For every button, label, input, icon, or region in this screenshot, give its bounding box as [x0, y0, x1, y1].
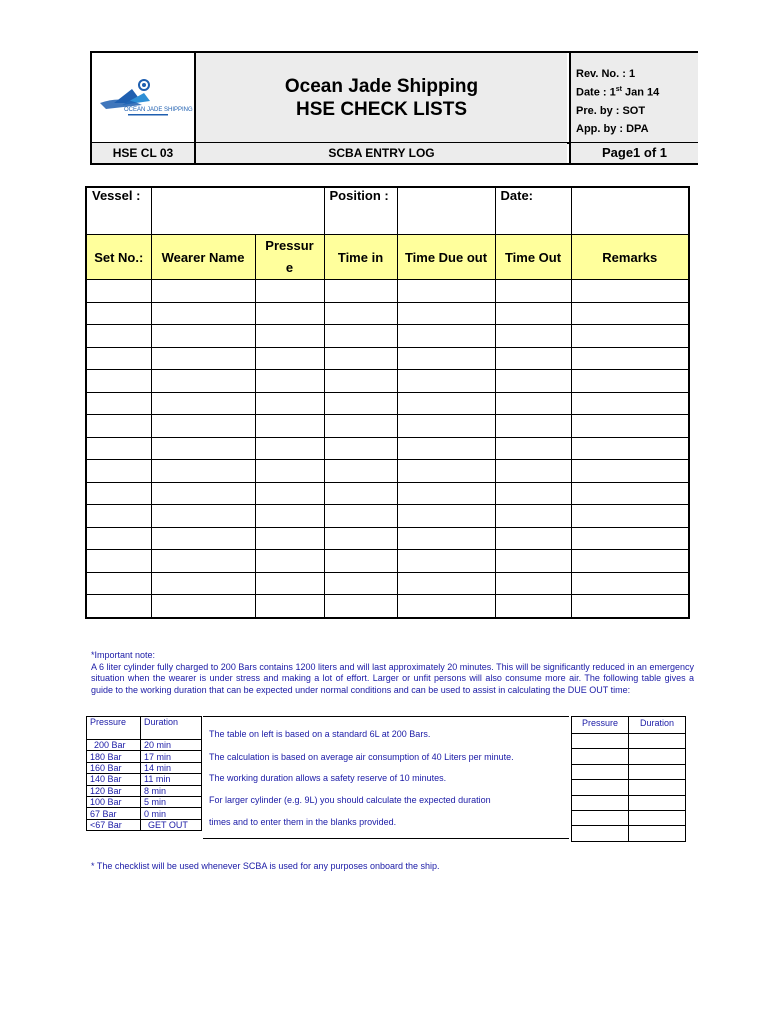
set-no-cell[interactable] [86, 595, 151, 618]
col-wearer-name: Wearer Name [151, 235, 255, 280]
custom-row [572, 734, 686, 749]
remarks-cell[interactable] [571, 572, 689, 595]
duration-value: 8 min [141, 785, 202, 796]
pressure-table-body [87, 740, 202, 831]
remarks-cell[interactable] [571, 460, 689, 483]
time-due-out-cell[interactable] [397, 392, 495, 415]
time-in-cell[interactable] [324, 460, 397, 483]
wearer-name-cell[interactable] [151, 550, 255, 573]
duration-header: Duration [141, 717, 202, 740]
log-table-row [86, 550, 689, 573]
custom-row [572, 826, 686, 841]
log-table-row [86, 460, 689, 483]
wearer-name-cell[interactable] [151, 460, 255, 483]
log-table-body [86, 280, 689, 618]
set-no-cell[interactable] [86, 415, 151, 438]
log-table-row [86, 505, 689, 528]
log-table-row [86, 392, 689, 415]
pressure-value: 140 Bar [87, 774, 141, 785]
set-no-cell[interactable] [86, 370, 151, 393]
pressure-cell[interactable] [255, 392, 324, 415]
date-field[interactable] [571, 187, 689, 235]
custom-row [572, 795, 686, 810]
time-out-cell[interactable] [495, 572, 571, 595]
pressure-row [87, 740, 202, 751]
wearer-name-cell[interactable] [151, 325, 255, 348]
header-bottom-row [90, 142, 698, 165]
time-out-cell[interactable] [495, 437, 571, 460]
set-no-cell[interactable] [86, 325, 151, 348]
title-cell [196, 53, 567, 142]
set-no-cell[interactable] [86, 572, 151, 595]
time-out-cell[interactable] [495, 505, 571, 528]
log-table-row [86, 302, 689, 325]
pressure-cell[interactable] [255, 482, 324, 505]
remarks-cell[interactable] [571, 482, 689, 505]
col-time-in: Time in [324, 235, 397, 280]
pressure-duration-table [86, 716, 202, 831]
pressure-row [87, 751, 202, 762]
log-table-row [86, 595, 689, 618]
meta-cell [569, 53, 698, 142]
custom-table-body [572, 734, 686, 842]
custom-pressure-cell[interactable] [572, 734, 629, 749]
explanation-line: The table on left is based on a standard 6L at 200 Bars. [209, 729, 431, 739]
set-no-cell[interactable] [86, 460, 151, 483]
custom-duration-cell[interactable] [629, 749, 686, 764]
log-table-row [86, 572, 689, 595]
time-in-cell[interactable] [324, 302, 397, 325]
time-out-cell[interactable] [495, 415, 571, 438]
time-out-cell[interactable] [495, 302, 571, 325]
pressure-row [87, 762, 202, 773]
header-top-row [90, 51, 698, 144]
set-no-cell[interactable] [86, 482, 151, 505]
time-out-cell[interactable] [495, 392, 571, 415]
remarks-cell[interactable] [571, 415, 689, 438]
log-table-row [86, 325, 689, 348]
set-no-cell[interactable] [86, 437, 151, 460]
wearer-name-cell[interactable] [151, 505, 255, 528]
logo-cell [92, 53, 196, 142]
time-due-out-cell[interactable] [397, 280, 495, 303]
log-table-row [86, 415, 689, 438]
custom-pressure-cell[interactable] [572, 810, 629, 825]
pressure-value: 180 Bar [87, 751, 141, 762]
duration-value: 0 min [141, 808, 202, 819]
set-no-cell[interactable] [86, 280, 151, 303]
pressure-cell[interactable] [255, 572, 324, 595]
pressure-cell[interactable] [255, 415, 324, 438]
pressure-row [87, 808, 202, 819]
pressure-value: 100 Bar [87, 796, 141, 807]
wearer-name-cell[interactable] [151, 370, 255, 393]
company-name: Ocean Jade Shipping [284, 76, 479, 97]
time-out-cell[interactable] [495, 325, 571, 348]
wearer-name-cell[interactable] [151, 572, 255, 595]
set-no-cell[interactable] [86, 302, 151, 325]
time-out-cell[interactable] [495, 347, 571, 370]
pressure-cell[interactable] [255, 347, 324, 370]
col-pressure: Pressure [255, 235, 324, 280]
pressure-cell[interactable] [255, 302, 324, 325]
time-out-cell[interactable] [495, 460, 571, 483]
pressure-cell[interactable] [255, 550, 324, 573]
prepared-by: Pre. by : SOT [576, 105, 646, 117]
wearer-name-cell[interactable] [151, 415, 255, 438]
time-in-cell[interactable] [324, 280, 397, 303]
time-out-cell[interactable] [495, 595, 571, 618]
time-due-out-cell[interactable] [397, 595, 495, 618]
remarks-cell[interactable] [571, 280, 689, 303]
remarks-cell[interactable] [571, 550, 689, 573]
time-in-cell[interactable] [324, 347, 397, 370]
wearer-name-cell[interactable] [151, 392, 255, 415]
time-due-out-cell[interactable] [397, 347, 495, 370]
time-in-cell[interactable] [324, 527, 397, 550]
pressure-cell[interactable] [255, 370, 324, 393]
custom-cylinder-table [571, 716, 686, 842]
explanation-box [203, 716, 569, 839]
time-in-cell[interactable] [324, 505, 397, 528]
time-due-out-cell[interactable] [397, 550, 495, 573]
log-table-row [86, 370, 689, 393]
wearer-name-cell[interactable] [151, 347, 255, 370]
form-name: SCBA ENTRY LOG [196, 143, 567, 163]
pressure-value: 120 Bar [87, 785, 141, 796]
custom-duration-cell[interactable] [629, 810, 686, 825]
pressure-cell[interactable] [255, 325, 324, 348]
position-label: Position : [324, 187, 397, 235]
pressure-row [87, 785, 202, 796]
vessel-field[interactable] [151, 187, 324, 235]
pressure-cell[interactable] [255, 460, 324, 483]
custom-duration-cell[interactable] [629, 826, 686, 841]
time-due-out-cell[interactable] [397, 325, 495, 348]
time-due-out-cell[interactable] [397, 437, 495, 460]
remarks-cell[interactable] [571, 527, 689, 550]
custom-pressure-cell[interactable] [572, 780, 629, 795]
time-due-out-cell[interactable] [397, 302, 495, 325]
custom-pressure-cell[interactable] [572, 826, 629, 841]
duration-value: GET OUT [141, 819, 202, 830]
time-due-out-cell[interactable] [397, 370, 495, 393]
time-in-cell[interactable] [324, 325, 397, 348]
time-in-cell[interactable] [324, 437, 397, 460]
custom-row [572, 810, 686, 825]
col-time-due-out: Time Due out [397, 235, 495, 280]
time-in-cell[interactable] [324, 595, 397, 618]
time-in-cell[interactable] [324, 370, 397, 393]
log-table-row [86, 347, 689, 370]
scba-entry-log-table [85, 186, 690, 619]
time-out-cell[interactable] [495, 280, 571, 303]
note-title: *Important note: [91, 650, 156, 660]
revision-number: Rev. No. : 1 [576, 68, 636, 80]
footnote: * The checklist will be used whenever SCBA is used for any purposes onboard the ship. [91, 861, 440, 871]
set-no-cell[interactable] [86, 347, 151, 370]
vessel-label: Vessel : [86, 187, 151, 235]
custom-pressure-cell[interactable] [572, 764, 629, 779]
remarks-cell[interactable] [571, 370, 689, 393]
time-due-out-cell[interactable] [397, 415, 495, 438]
approved-by: App. by : DPA [576, 123, 649, 135]
log-table-header [86, 235, 689, 280]
duration-value: 11 min [141, 774, 202, 785]
wearer-name-cell[interactable] [151, 527, 255, 550]
time-out-cell[interactable] [495, 527, 571, 550]
remarks-cell[interactable] [571, 505, 689, 528]
custom-duration-cell[interactable] [629, 795, 686, 810]
remarks-cell[interactable] [571, 325, 689, 348]
custom-row [572, 749, 686, 764]
document-type: HSE CHECK LISTS [295, 99, 468, 120]
company-logo [92, 53, 194, 142]
time-due-out-cell[interactable] [397, 527, 495, 550]
duration-value: 14 min [141, 762, 202, 773]
col-set-no: Set No.: [86, 235, 151, 280]
explanation-line: The calculation is based on average air consumption of 40 Liters per minute. [209, 752, 514, 762]
pressure-value: 200 Bar [87, 740, 141, 751]
remarks-cell[interactable] [571, 302, 689, 325]
pressure-cell[interactable] [255, 595, 324, 618]
set-no-cell[interactable] [86, 392, 151, 415]
wearer-name-cell[interactable] [151, 595, 255, 618]
page-number: Page1 of 1 [569, 143, 698, 163]
pressure-value: <67 Bar [87, 819, 141, 830]
time-out-cell[interactable] [495, 550, 571, 573]
remarks-cell[interactable] [571, 595, 689, 618]
log-table-row [86, 280, 689, 303]
custom-pressure-header: Pressure [572, 717, 629, 734]
wearer-name-cell[interactable] [151, 280, 255, 303]
explanation-line: times and to enter them in the blanks provided. [209, 817, 397, 827]
pressure-row [87, 819, 202, 830]
pressure-cell[interactable] [255, 437, 324, 460]
logo-wordmark: OCEAN JADE SHIPPING [124, 107, 193, 113]
note-body: A 6 liter cylinder fully charged to 200 Bars contains 1200 liters and will last approximately 20 minutes. This will be significantly reduced in an emergency situation when the wearer is under stress and making a lot of effort. Larger or unfit persons will also consume more air. The following table gives a guide to the working duration that can be expected under normal conditions and can be used to assist in calculating the DUE OUT time: [91, 661, 694, 695]
important-note [91, 650, 694, 696]
time-in-cell[interactable] [324, 415, 397, 438]
pressure-cell[interactable] [255, 527, 324, 550]
set-no-cell[interactable] [86, 550, 151, 573]
time-in-cell[interactable] [324, 392, 397, 415]
remarks-cell[interactable] [571, 437, 689, 460]
wearer-name-cell[interactable] [151, 482, 255, 505]
position-field[interactable] [397, 187, 495, 235]
duration-value: 17 min [141, 751, 202, 762]
wearer-name-cell[interactable] [151, 302, 255, 325]
set-no-cell[interactable] [86, 527, 151, 550]
wearer-name-cell[interactable] [151, 437, 255, 460]
time-in-cell[interactable] [324, 550, 397, 573]
custom-pressure-cell[interactable] [572, 749, 629, 764]
explanation-line: For larger cylinder (e.g. 9L) you should calculate the expected duration [209, 795, 491, 805]
checklist-code: HSE CL 03 [92, 143, 196, 163]
custom-row [572, 780, 686, 795]
custom-pressure-cell[interactable] [572, 795, 629, 810]
log-table-row [86, 437, 689, 460]
pressure-value: 160 Bar [87, 762, 141, 773]
log-table-row [86, 527, 689, 550]
time-in-cell[interactable] [324, 482, 397, 505]
log-table-row [86, 482, 689, 505]
duration-value: 20 min [141, 740, 202, 751]
duration-value: 5 min [141, 796, 202, 807]
time-out-cell[interactable] [495, 482, 571, 505]
custom-duration-cell[interactable] [629, 780, 686, 795]
document-header [90, 51, 696, 165]
custom-duration-header: Duration [629, 717, 686, 734]
date-label: Date: [495, 187, 571, 235]
remarks-cell[interactable] [571, 347, 689, 370]
pressure-cell[interactable] [255, 280, 324, 303]
time-due-out-cell[interactable] [397, 482, 495, 505]
time-due-out-cell[interactable] [397, 460, 495, 483]
pressure-value: 67 Bar [87, 808, 141, 819]
explanation-line: The working duration allows a safety reserve of 10 minutes. [209, 773, 447, 783]
time-due-out-cell[interactable] [397, 505, 495, 528]
revision-date: Date : 1st Jan 14 [576, 86, 660, 99]
custom-duration-cell[interactable] [629, 764, 686, 779]
col-remarks: Remarks [571, 235, 689, 280]
pressure-row [87, 774, 202, 785]
remarks-cell[interactable] [571, 392, 689, 415]
pressure-row [87, 796, 202, 807]
time-in-cell[interactable] [324, 572, 397, 595]
pressure-cell[interactable] [255, 505, 324, 528]
custom-row [572, 764, 686, 779]
set-no-cell[interactable] [86, 505, 151, 528]
time-out-cell[interactable] [495, 370, 571, 393]
custom-duration-cell[interactable] [629, 734, 686, 749]
pressure-header: Pressure [87, 717, 141, 740]
time-due-out-cell[interactable] [397, 572, 495, 595]
col-time-out: Time Out [495, 235, 571, 280]
